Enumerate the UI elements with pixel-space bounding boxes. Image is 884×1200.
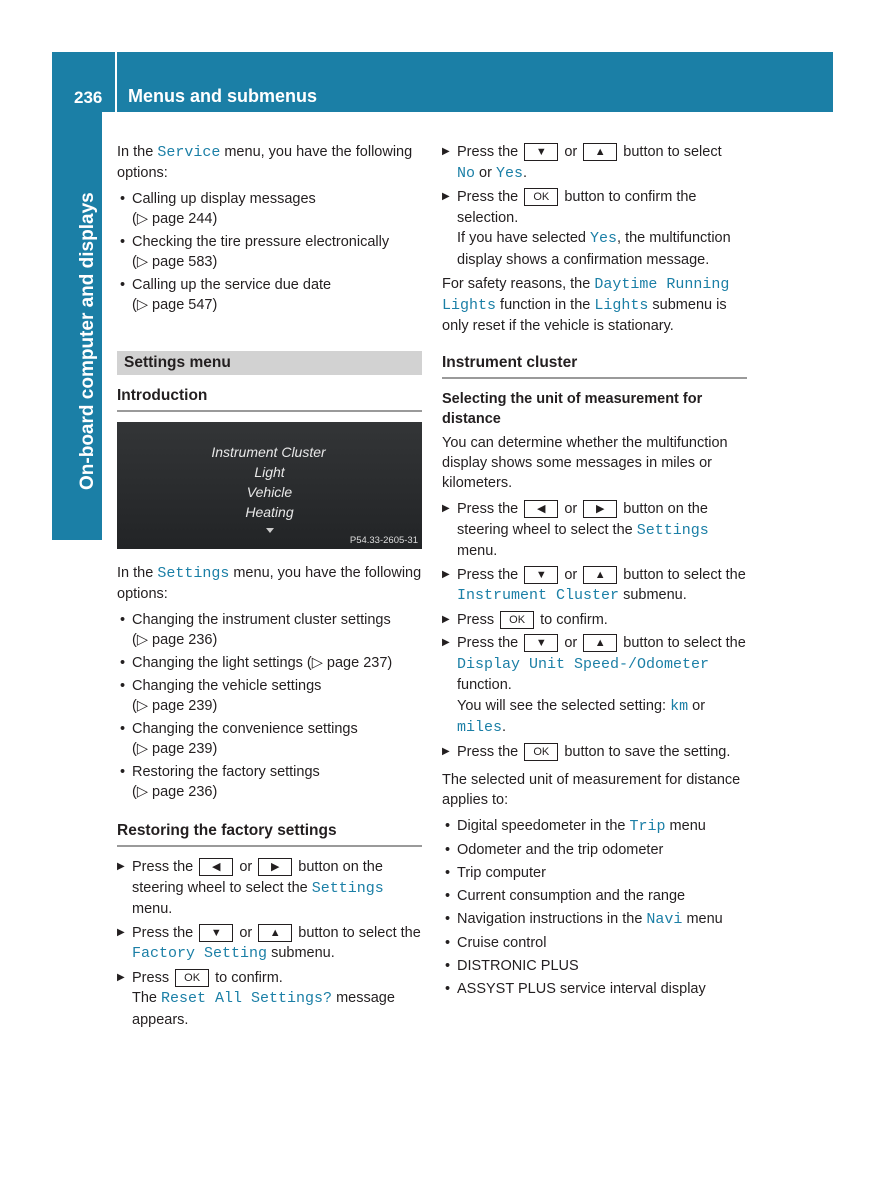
up-arrow-key-icon: ▲ — [258, 924, 292, 942]
list-item: • Navigation instructions in the Navi menu — [442, 909, 747, 930]
side-tab-label: On-board computer and displays — [77, 192, 98, 490]
list-item: • Changing the convenience settings (▷ page 239) — [117, 719, 422, 759]
left-arrow-key-icon: ◀ — [524, 500, 558, 518]
page-number: 236 — [74, 88, 103, 107]
image-code: P54.33-2605-31 — [349, 535, 418, 546]
list-item: • ASSYST PLUS service interval display — [442, 979, 747, 999]
left-column — [117, 142, 422, 1034]
header-divider — [115, 52, 117, 112]
step-item: ▶ Press the ▼ or ▲ button to select the Factory Setting submenu. — [117, 923, 422, 965]
step-item: ▶ Press the ◀ or ▶ button on the steering wheel to select the Settings menu. — [117, 857, 422, 920]
list-item: • Cruise control — [442, 933, 747, 953]
settings-menu-heading: Settings menu — [117, 351, 422, 375]
step-item: ▶ Press the OK button to confirm the selection. If you have selected Yes, the multifunction display shows a confirmation message. — [442, 187, 747, 270]
factory-steps — [117, 857, 422, 1030]
unit-intro: You can determine whether the multifunction display shows some messages in miles or kilometers. — [442, 435, 728, 491]
list-item: • Restoring the factory settings (▷ page 236) — [117, 762, 422, 802]
confirm-steps — [442, 142, 747, 270]
screen-menu-item: Vehicle — [246, 484, 293, 500]
list-item: • Changing the instrument cluster settings (▷ page 236) — [117, 610, 422, 650]
up-arrow-key-icon: ▲ — [583, 566, 617, 584]
unit-steps — [442, 499, 747, 762]
left-arrow-key-icon: ◀ — [199, 858, 233, 876]
list-item: • Digital speedometer in the Trip menu — [442, 816, 747, 837]
up-arrow-key-icon: ▲ — [583, 634, 617, 652]
list-item: • Odometer and the trip odometer — [442, 840, 747, 860]
section-title: Menus and submenus — [128, 86, 318, 106]
list-item: • Trip computer — [442, 863, 747, 883]
service-options-list — [117, 189, 422, 315]
service-menu-name: Service — [157, 144, 221, 161]
settings-menu-name: Settings — [157, 565, 230, 582]
up-arrow-key-icon: ▲ — [583, 143, 617, 161]
step-item: ▶ Press the ▼ or ▲ button to select No or Yes. — [442, 142, 747, 184]
side-tab — [52, 112, 102, 540]
screen-menu-item: Heating — [245, 504, 294, 520]
applies-list — [442, 816, 747, 999]
right-arrow-key-icon: ▶ — [258, 858, 292, 876]
down-arrow-key-icon: ▼ — [524, 143, 558, 161]
ok-key-icon: OK — [175, 969, 209, 987]
applies-intro: The selected unit of measurement for distance applies to: — [442, 772, 741, 808]
down-arrow-key-icon: ▼ — [524, 634, 558, 652]
scroll-down-icon — [266, 528, 274, 533]
display-screenshot — [117, 422, 422, 549]
step-item: ▶ Press OK to confirm. — [442, 610, 747, 631]
right-column — [442, 142, 747, 1003]
list-item: • DISTRONIC PLUS — [442, 956, 747, 976]
settings-options-list — [117, 610, 422, 802]
unit-heading: Selecting the unit of measurement for distance — [442, 391, 703, 427]
list-item: • Current consumption and the range — [442, 886, 747, 906]
step-item: ▶ Press the OK button to save the setting. — [442, 742, 747, 763]
screen-menu-item: Instrument Cluster — [211, 444, 326, 460]
step-item: ▶ Press the ▼ or ▲ button to select the Instrument Cluster submenu. — [442, 565, 747, 607]
list-item: • Checking the tire pressure electronically (▷ page 583) — [117, 232, 422, 272]
settings-intro: In the Settings menu, you have the following options: — [117, 565, 422, 602]
step-item: ▶ Press OK to confirm. The Reset All Settings? message appears. — [117, 968, 422, 1031]
down-arrow-key-icon: ▼ — [524, 566, 558, 584]
factory-settings-heading: Restoring the factory settings — [117, 822, 422, 847]
list-item: • Calling up display messages (▷ page 244) — [117, 189, 422, 229]
safety-note: For safety reasons, the Daytime Running Lights function in the Lights submenu is only reset if the vehicle is stationary. — [442, 276, 730, 334]
service-intro: In the Service menu, you have the following options: — [117, 144, 413, 181]
list-item: • Calling up the service due date (▷ page 547) — [117, 275, 422, 315]
ok-key-icon: OK — [500, 611, 534, 629]
list-item: • Changing the light settings (▷ page 237) — [117, 653, 422, 673]
right-arrow-key-icon: ▶ — [583, 500, 617, 518]
ok-key-icon: OK — [524, 743, 558, 761]
list-item: • Changing the vehicle settings (▷ page 239) — [117, 676, 422, 716]
screen-menu-item: Light — [254, 464, 285, 480]
step-item: ▶ Press the ▼ or ▲ button to select the Display Unit Speed-/Odometer function. You will see the selected setting: km or miles. — [442, 633, 747, 739]
introduction-heading: Introduction — [117, 387, 422, 412]
instrument-cluster-heading: Instrument cluster — [442, 354, 747, 379]
step-item: ▶ Press the ◀ or ▶ button on the steering wheel to select the Settings menu. — [442, 499, 747, 562]
ok-key-icon: OK — [524, 188, 558, 206]
down-arrow-key-icon: ▼ — [199, 924, 233, 942]
page-header — [52, 52, 833, 112]
